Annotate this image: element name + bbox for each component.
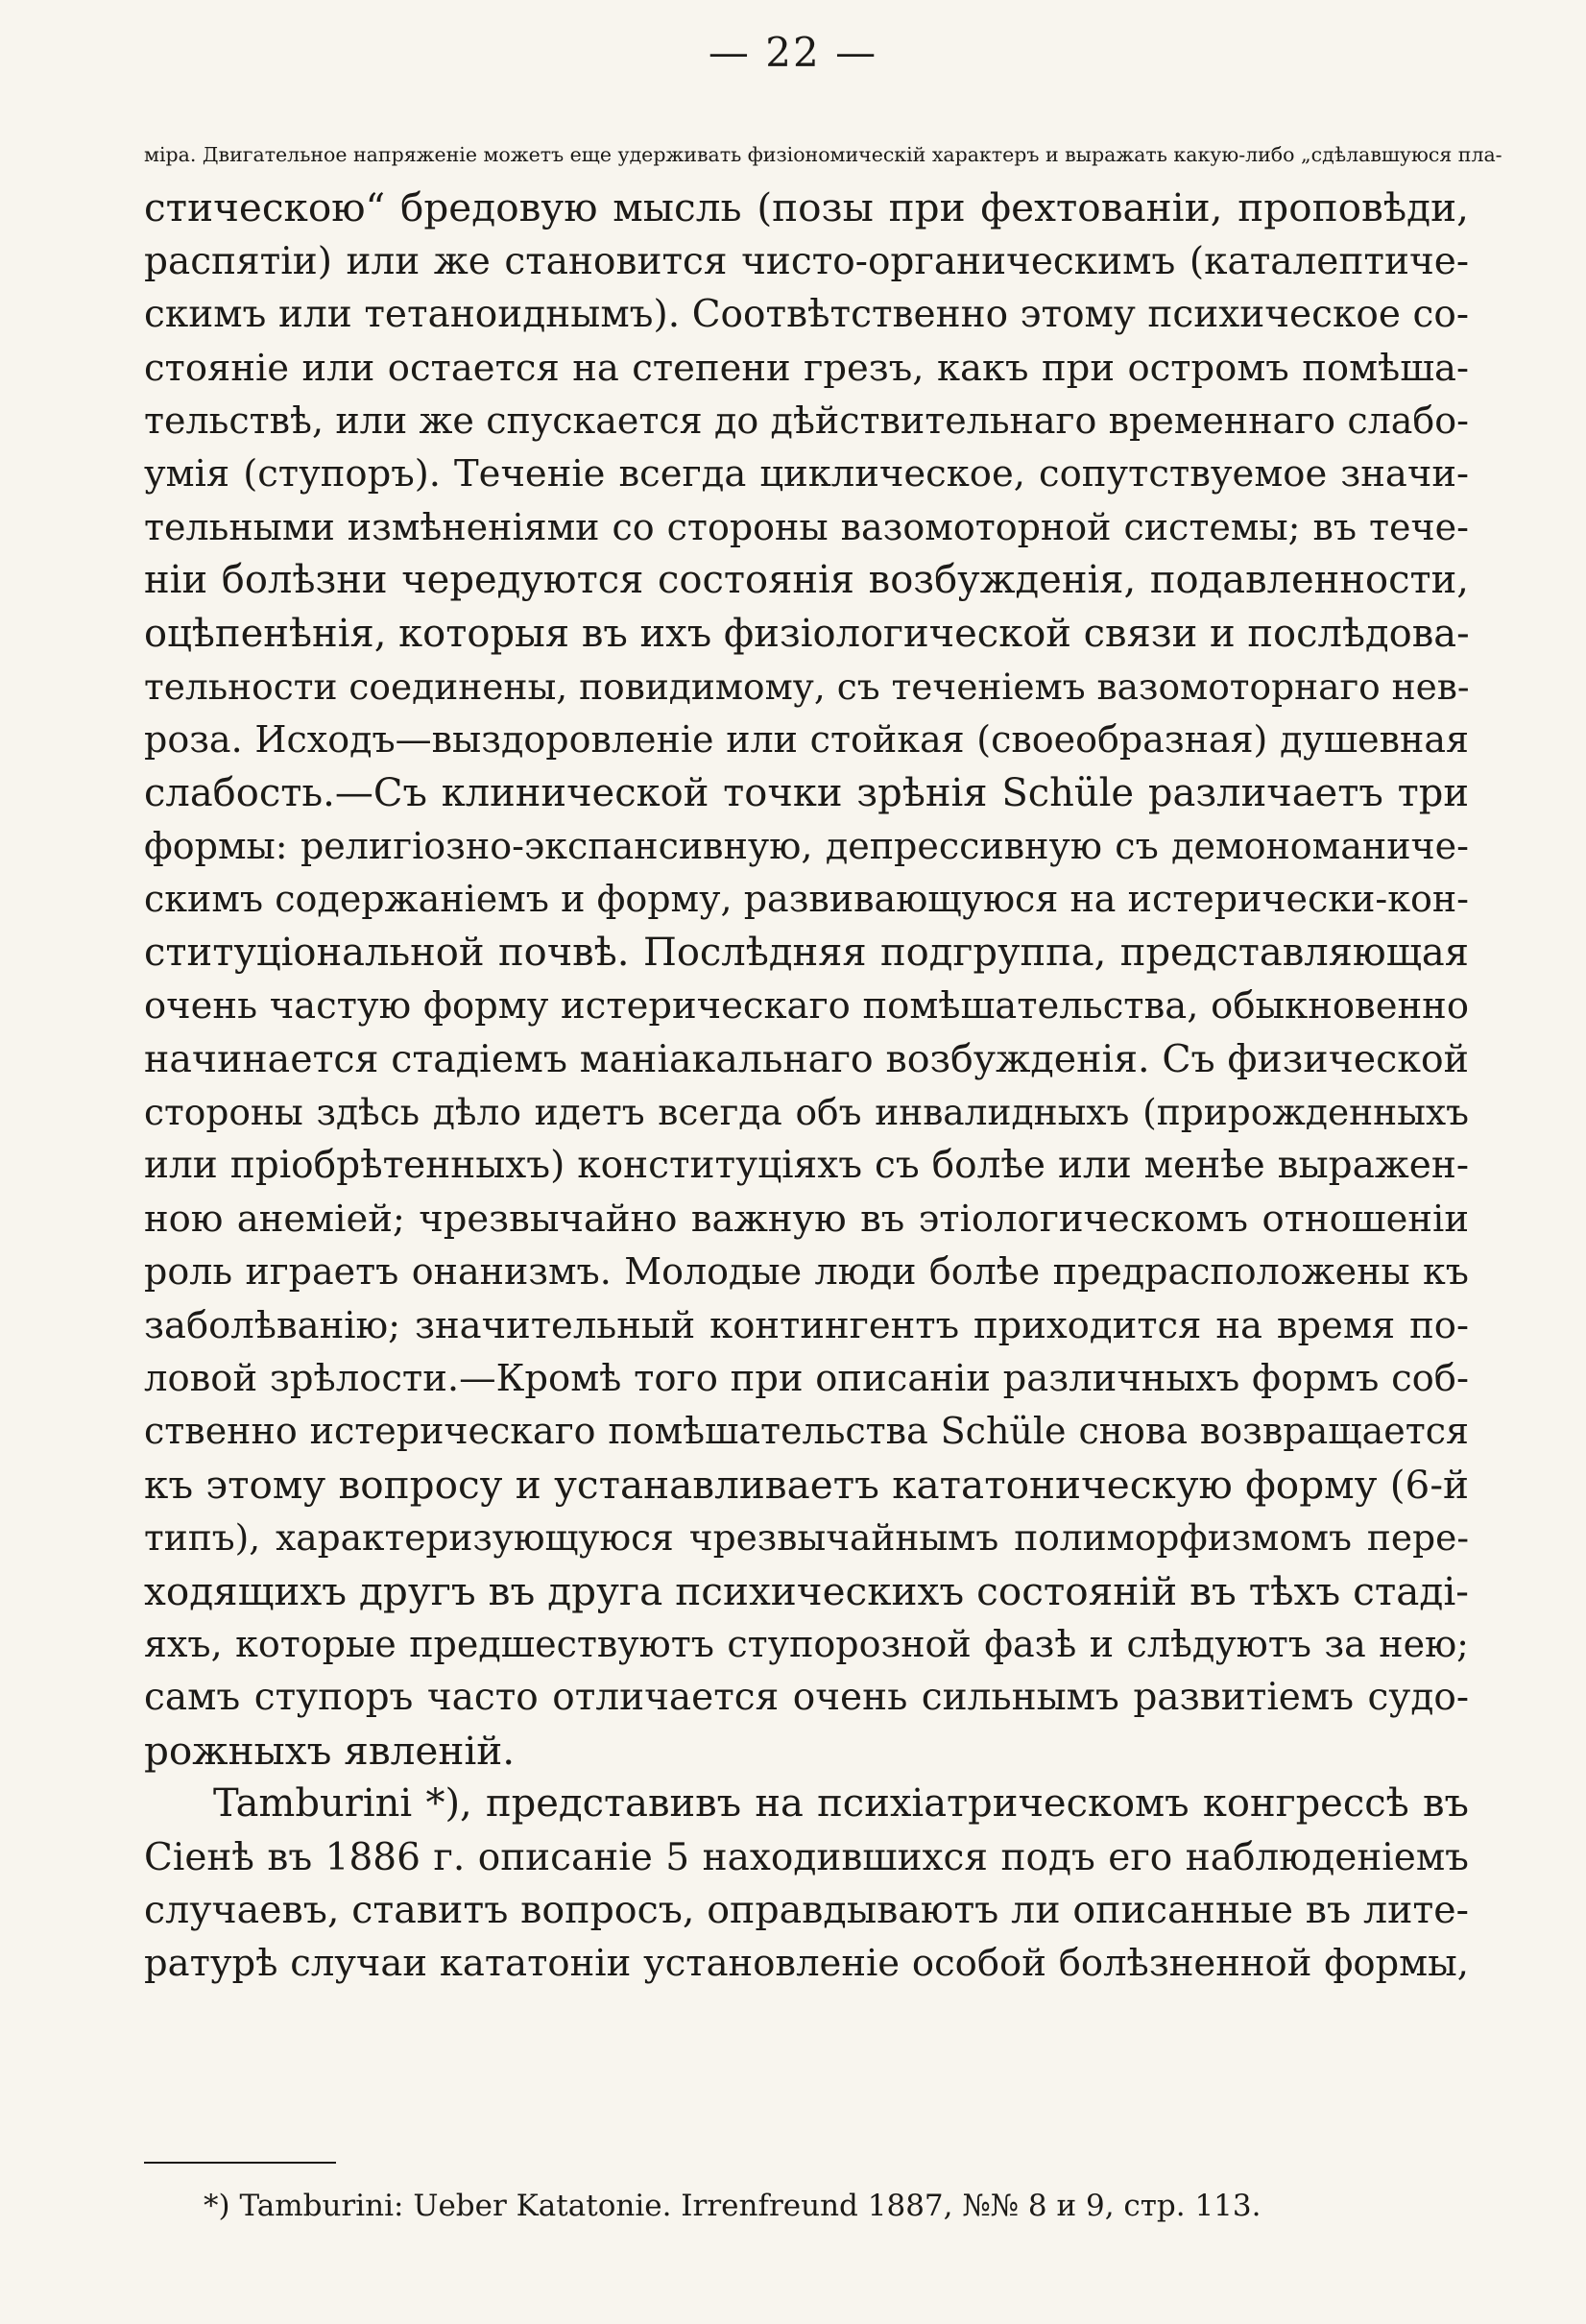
- text-line: ловой зрѣлости.—Кромѣ того при описаніи различныхъ формъ соб-: [144, 1356, 1469, 1400]
- text-line: стическою“ бредовую мысль (позы при фехтованіи, проповѣди,: [144, 184, 1469, 231]
- text-line: міра. Двигательное напряженіе можетъ еще удерживать физіономическій характеръ и выражать какую-либо „сдѣлавшуюся пла-: [144, 143, 1502, 166]
- text-line: рожныхъ явленій.: [144, 1727, 516, 1774]
- text-line: ною анеміей; чрезвычайно важную въ этіологическомъ отношеніи: [144, 1197, 1469, 1241]
- text-line: къ этому вопросу и устанавливаетъ кататоническую форму (6-й: [144, 1461, 1469, 1508]
- text-line: тельными измѣненіями со стороны вазомоторной системы; въ тече-: [144, 505, 1469, 548]
- text-line: Сіенѣ въ 1886 г. описаніе 5 находившихся подъ его наблюденіемъ: [144, 1835, 1469, 1879]
- page-number: — 22 —: [708, 29, 878, 76]
- text-line: формы: религіозно-экспансивную, депрессивную съ демономаниче-: [144, 825, 1469, 868]
- text-line: заболѣванію; значительный контингентъ приходится на время по-: [144, 1303, 1469, 1347]
- text-line: распятіи) или же становится чисто-органическимъ (каталептиче-: [144, 239, 1469, 283]
- text-line: ственно истерическаго помѣшательства Schüle снова возвращается: [144, 1410, 1469, 1453]
- footnote: *) Tamburini: Ueber Katatonie. Irrenfreund 1887, №№ 8 и 9, стр. 113.: [204, 2189, 1262, 2223]
- text-line: умія (ступоръ). Теченіе всегда циклическое, сопутствуемое значи-: [144, 452, 1469, 496]
- text-line: ходящихъ другъ въ друга психическихъ состояній въ тѣхъ стаді-: [144, 1567, 1469, 1614]
- text-line: очень частую форму истерическаго помѣшательства, обыкновенно: [144, 984, 1469, 1029]
- text-line: начинается стадіемъ маніакальнаго возбужденія. Съ физической: [144, 1036, 1469, 1081]
- text-line: типъ), характеризующуюся чрезвычайнымъ полиморфизмомъ пере-: [144, 1516, 1469, 1560]
- text-line: роль играетъ онанизмъ. Молодые люди болѣе предрасположены къ: [144, 1250, 1469, 1294]
- text-line: яхъ, которые предшествуютъ ступорозной фазѣ и слѣдуютъ за нею;: [144, 1622, 1469, 1665]
- text-line: скимъ или тетаноиднымъ). Соотвѣтственно этому психическое со-: [144, 293, 1469, 337]
- footnote-divider: [144, 2162, 336, 2164]
- text-line: случаевъ, ставитъ вопросъ, оправдываютъ ли описанные въ лите-: [144, 1887, 1469, 1932]
- text-line: слабость.—Съ клинической точки зрѣнія Schüle различаетъ три: [144, 770, 1469, 815]
- body-text: [144, 129, 1502, 1991]
- text-line: ституціональной почвѣ. Послѣдняя подгруппа, представляющая: [144, 930, 1469, 975]
- text-line: тельности соединены, повидимому, съ теченіемъ вазомоторнаго нев-: [144, 665, 1470, 708]
- text-line: скимъ содержаніемъ и форму, развивающуюся на истерически-кон-: [144, 878, 1469, 921]
- text-line: стояніе или остается на степени грезъ, какъ при остромъ помѣша-: [144, 346, 1469, 390]
- text-line: тельствѣ, или же спускается до дѣйствительнаго временнаго слабо-: [144, 399, 1469, 442]
- text-line: или пріобрѣтенныхъ) конституціяхъ съ болѣе или менѣе выражен-: [144, 1144, 1469, 1188]
- text-line: оцѣпенѣнія, которыя въ ихъ физіологической связи и послѣдова-: [144, 611, 1470, 656]
- text-line: ратурѣ случаи кататоніи установленіе особой болѣзненной формы,: [144, 1942, 1469, 1986]
- text-line: роза. Исходъ—выздоровленіе или стойкая (своеобразная) душевная: [144, 718, 1469, 762]
- text-line: ніи болѣзни чередуются состоянія возбужденія, подавленности,: [144, 558, 1469, 603]
- text-line: самъ ступоръ часто отличается очень сильнымъ развитіемъ судо-: [144, 1676, 1469, 1720]
- text-line: Tamburini *), представивъ на психіатрическомъ конгрессѣ въ: [213, 1781, 1469, 1827]
- text-line: стороны здѣсь дѣло идетъ всегда объ инвалидныхъ (прирожденныхъ: [144, 1091, 1469, 1134]
